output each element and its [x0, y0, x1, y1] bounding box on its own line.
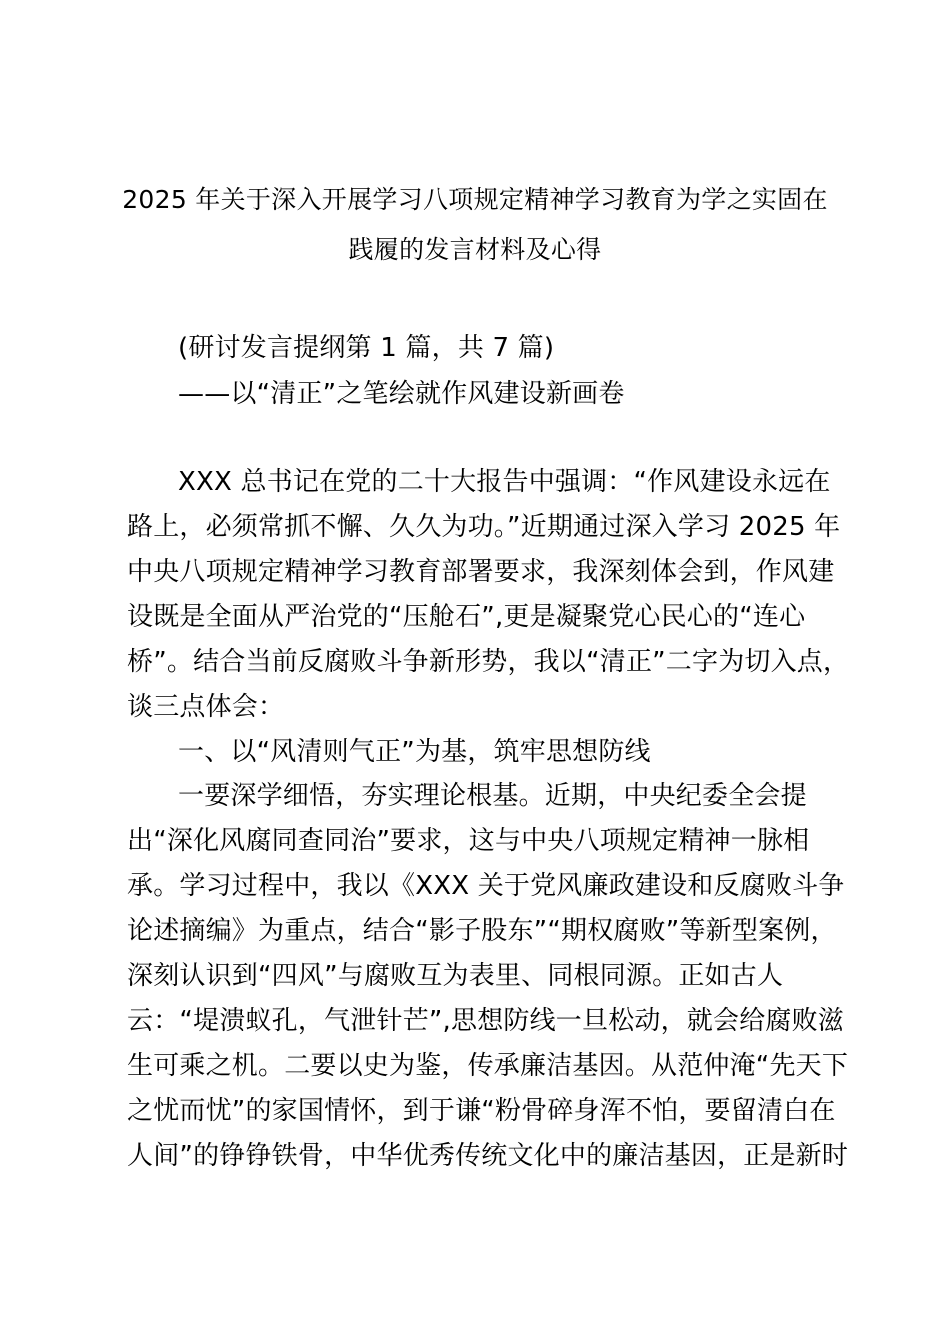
document-title-line-1: 2025 年关于深入开展学习八项规定精神学习教育为学之实固在 [122, 185, 828, 214]
body-line-5: 桥”。结合当前反腐败斗争新形势，我以“清正”二字为切入点， [127, 647, 850, 677]
subtitle: ——以“清正”之笔绘就作风建设新画卷 [178, 379, 625, 409]
body-line-10: 承。学习过程中，我以《XXX 关于党风廉政建设和反腐败斗争 [127, 871, 845, 901]
body-line-3: 中央八项规定精神学习教育部署要求，我深刻体会到，作风建 [127, 557, 835, 587]
body-line-16: 人间”的铮铮铁骨，中华优秀传统文化中的廉洁基因，正是新时 [127, 1141, 849, 1171]
body-line-6: 谈三点体会： [127, 692, 285, 722]
body-line-8: 一要深学细悟，夯实理论根基。近期，中央纪委全会提 [178, 781, 807, 811]
body-line-11: 论述摘编》为重点，结合“影子股东”“期权腐败”等新型案例， [127, 916, 837, 946]
section-heading-1: 一、以“风清则气正”为基，筑牢思想防线 [178, 737, 651, 767]
document-title-line-2: 践履的发言材料及心得 [348, 235, 602, 264]
body-line-4: 设既是全面从严治党的“压舱石”,更是凝聚党心民心的“连心 [127, 602, 806, 632]
body-line-2: 路上，必须常抓不懈、久久为功。”近期通过深入学习 2025 年 [127, 512, 841, 542]
body-line-1: XXX 总书记在党的二十大报告中强调：“作风建设永远在 [178, 467, 831, 497]
body-line-14: 生可乘之机。二要以史为鉴，传承廉洁基因。从范仲淹“先天下 [127, 1051, 849, 1081]
body-line-13: 云：“堤溃蚁孔，气泄针芒”,思想防线一旦松动，就会给腐败滋 [127, 1006, 845, 1036]
series-note: (研讨发言提纲第 1 篇，共 7 篇) [178, 333, 555, 363]
body-line-9: 出“深化风腐同查同治”要求，这与中央八项规定精神一脉相 [127, 826, 810, 856]
body-line-15: 之忧而忧”的家国情怀，到于谦“粉骨碎身浑不怕，要留清白在 [127, 1096, 836, 1126]
body-line-12: 深刻认识到“四风”与腐败互为表里、同根同源。正如古人 [127, 961, 784, 991]
